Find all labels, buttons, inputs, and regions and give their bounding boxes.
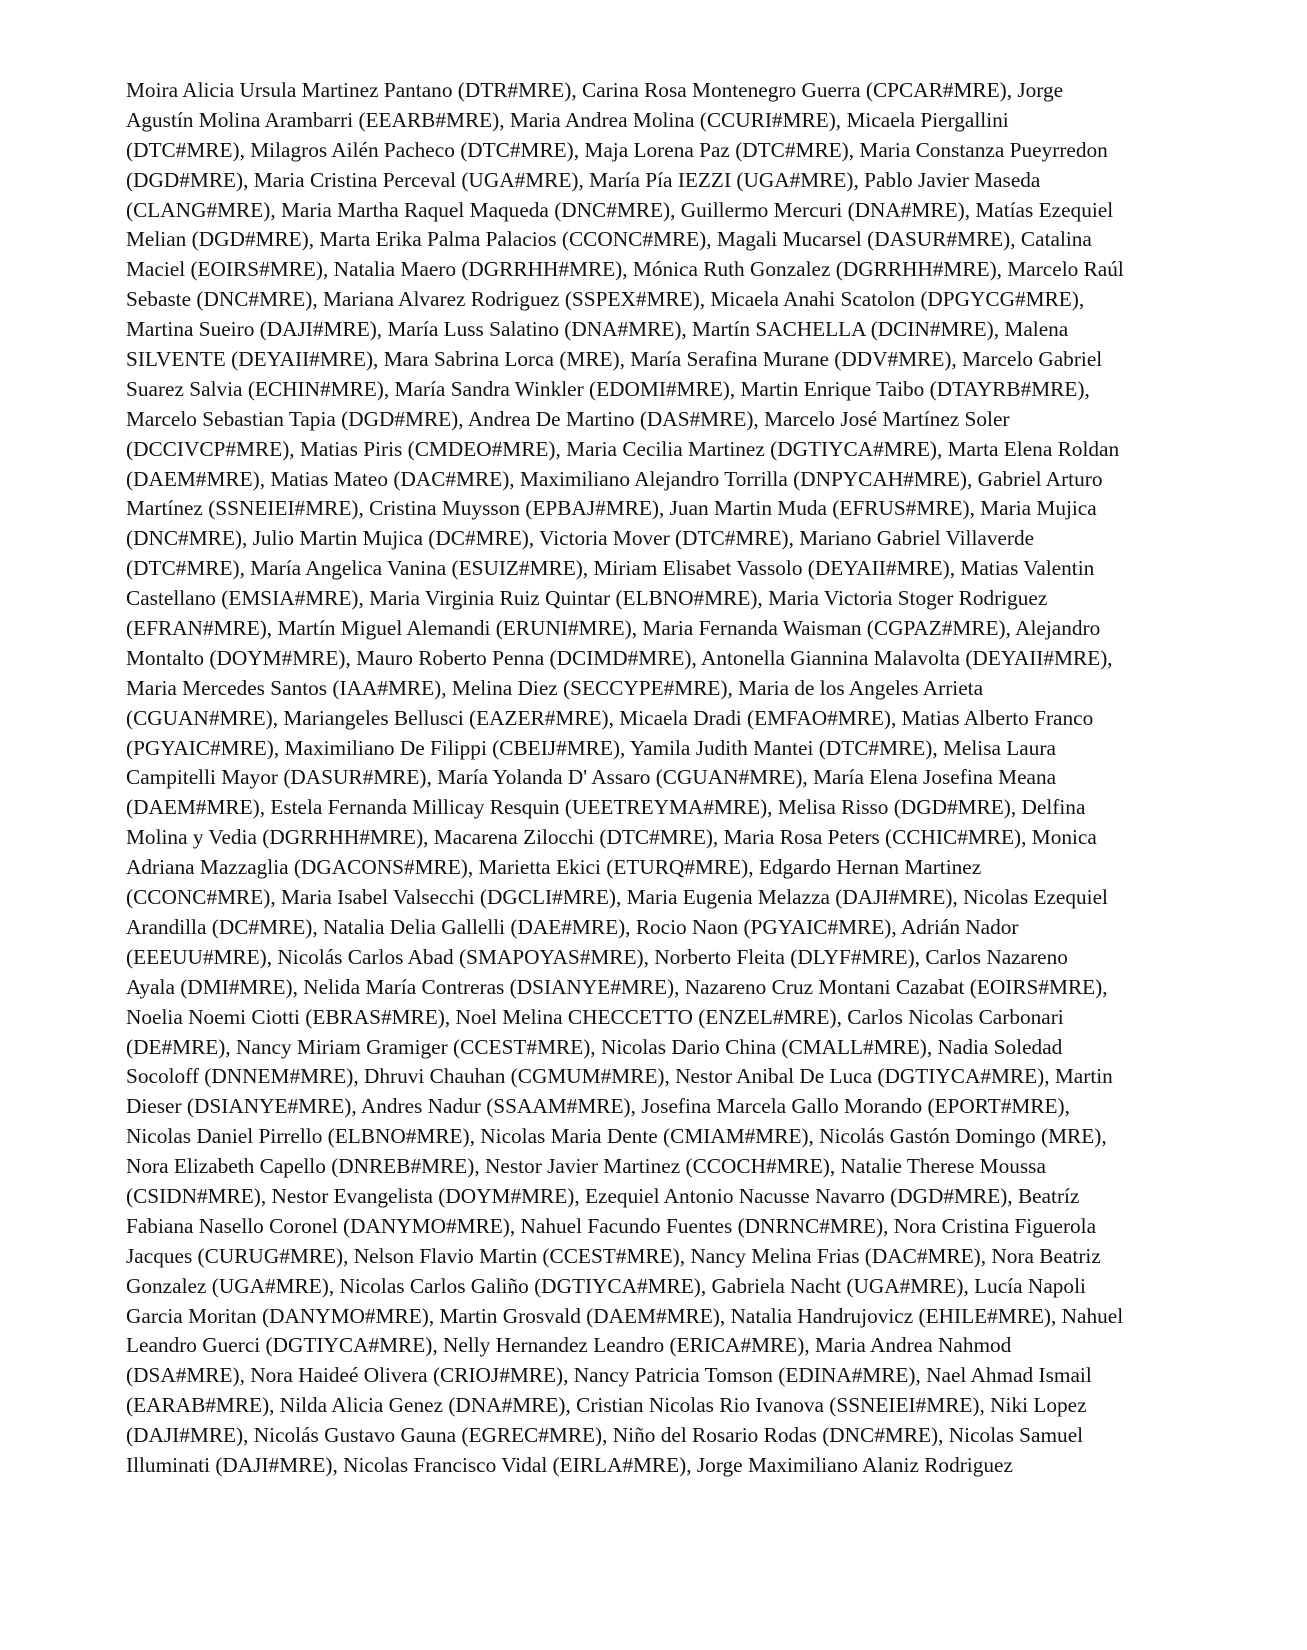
text-line: (CGUAN#MRE), Mariangeles Bellusci (EAZER#MRE), Micaela Dradi (EMFAO#MRE), Matias Alberto Franco — [126, 705, 1094, 730]
text-line: (DAEM#MRE), Estela Fernanda Millicay Resquin (UEETREYMA#MRE), Melisa Risso (DGD#MRE), Delfina — [126, 795, 1086, 820]
text-line: Socoloff (DNNEM#MRE), Dhruvi Chauhan (CGMUM#MRE), Nestor Anibal De Luca (DGTIYCA#MRE), Martin — [126, 1064, 1113, 1089]
text-line: Adriana Mazzaglia (DGACONS#MRE), Marietta Ekici (ETURQ#MRE), Edgardo Hernan Martinez — [126, 855, 982, 880]
text-line: Nicolas Daniel Pirrello (ELBNO#MRE), Nicolas Maria Dente (CMIAM#MRE), Nicolás Gastón Domingo (MRE), — [126, 1124, 1107, 1149]
text-line: Maria Mercedes Santos (IAA#MRE), Melina Diez (SECCYPE#MRE), Maria de los Angeles Arrieta — [126, 675, 984, 700]
text-line: Campitelli Mayor (DASUR#MRE), María Yolanda D' Assaro (CGUAN#MRE), María Elena Josefina Meana — [126, 765, 1057, 790]
text-line: Fabiana Nasello Coronel (DANYMO#MRE), Nahuel Facundo Fuentes (DNRNC#MRE), Nora Cristina Figuerola — [126, 1213, 1097, 1238]
text-line: Montalto (DOYM#MRE), Mauro Roberto Penna (DCIMD#MRE), Antonella Giannina Malavolta (DEYAII#MRE), — [126, 645, 1113, 670]
text-line: (DNC#MRE), Julio Martin Mujica (DC#MRE), Victoria Mover (DTC#MRE), Mariano Gabriel Villaverde — [126, 526, 1035, 551]
text-line: Sebaste (DNC#MRE), Mariana Alvarez Rodriguez (SSPEX#MRE), Micaela Anahi Scatolon (DPGYCG#MRE), — [126, 287, 1085, 312]
text-line: Garcia Moritan (DANYMO#MRE), Martin Grosvald (DAEM#MRE), Natalia Handrujovicz (EHILE#MRE), Nahuel — [126, 1303, 1124, 1328]
text-line: (DAEM#MRE), Matias Mateo (DAC#MRE), Maximiliano Alejandro Torrilla (DNPYCAH#MRE), Gabriel Arturo — [126, 466, 1103, 491]
text-line: (DE#MRE), Nancy Miriam Gramiger (CCEST#MRE), Nicolas Dario China (CMALL#MRE), Nadia Soledad — [126, 1034, 1063, 1059]
text-line: (DCCIVCP#MRE), Matias Piris (CMDEO#MRE), Maria Cecilia Martinez (DGTIYCA#MRE), Marta Elena Roldan — [126, 436, 1120, 461]
text-line: Ayala (DMI#MRE), Nelida María Contreras (DSIANYE#MRE), Nazareno Cruz Montani Cazabat (EOIRS#MRE), — [126, 974, 1108, 999]
text-line: Dieser (DSIANYE#MRE), Andres Nadur (SSAAM#MRE), Josefina Marcela Gallo Morando (EPORT#MRE), — [126, 1094, 1070, 1119]
text-line: (CLANG#MRE), Maria Martha Raquel Maqueda (DNC#MRE), Guillermo Mercuri (DNA#MRE), Matías Ezequiel — [126, 197, 1114, 222]
text-line: Marcelo Sebastian Tapia (DGD#MRE), Andrea De Martino (DAS#MRE), Marcelo José Martínez Soler — [126, 406, 1010, 431]
recipient-list-paragraph — [126, 76, 1226, 1481]
text-line: (DTC#MRE), Milagros Ailén Pacheco (DTC#MRE), Maja Lorena Paz (DTC#MRE), Maria Constanza Pueyrredon — [126, 137, 1108, 162]
text-line: Noelia Noemi Ciotti (EBRAS#MRE), Noel Melina CHECCETTO (ENZEL#MRE), Carlos Nicolas Carbonari — [126, 1004, 1064, 1029]
text-line: (EARAB#MRE), Nilda Alicia Genez (DNA#MRE), Cristian Nicolas Rio Ivanova (SSNEIEI#MRE), Niki Lopez — [126, 1393, 1087, 1418]
text-line: Leandro Guerci (DGTIYCA#MRE), Nelly Hernandez Leandro (ERICA#MRE), Maria Andrea Nahmod — [126, 1333, 1012, 1358]
text-line: (CSIDN#MRE), Nestor Evangelista (DOYM#MRE), Ezequiel Antonio Nacusse Navarro (DGD#MRE), Beatríz — [126, 1183, 1080, 1208]
text-line: Maciel (EOIRS#MRE), Natalia Maero (DGRRHH#MRE), Mónica Ruth Gonzalez (DGRRHH#MRE), Marcelo Raúl — [126, 257, 1124, 282]
text-line: (PGYAIC#MRE), Maximiliano De Filippi (CBEIJ#MRE), Yamila Judith Mantei (DTC#MRE), Melisa Laura — [126, 735, 1056, 760]
text-line: Melian (DGD#MRE), Marta Erika Palma Palacios (CCONC#MRE), Magali Mucarsel (DASUR#MRE), Catalina — [126, 227, 1092, 252]
text-line: Martina Sueiro (DAJI#MRE), María Luss Salatino (DNA#MRE), Martín SACHELLA (DCIN#MRE), Malena — [126, 317, 1069, 342]
text-line: Illuminati (DAJI#MRE), Nicolas Francisco Vidal (EIRLA#MRE), Jorge Maximiliano Alaniz Rodriguez — [126, 1452, 1013, 1477]
text-line: (DSA#MRE), Nora Haideé Olivera (CRIOJ#MRE), Nancy Patricia Tomson (EDINA#MRE), Nael Ahmad Ismail — [126, 1363, 1092, 1388]
text-line: Molina y Vedia (DGRRHH#MRE), Macarena Zilocchi (DTC#MRE), Maria Rosa Peters (CCHIC#MRE), Monica — [126, 825, 1097, 850]
text-line: Suarez Salvia (ECHIN#MRE), María Sandra Winkler (EDOMI#MRE), Martin Enrique Taibo (DTAYRB#MRE), — [126, 376, 1090, 401]
text-line: Agustín Molina Arambarri (EEARB#MRE), Maria Andrea Molina (CCURI#MRE), Micaela Piergallini — [126, 107, 1009, 132]
text-line: (DGD#MRE), Maria Cristina Perceval (UGA#MRE), María Pía IEZZI (UGA#MRE), Pablo Javier Maseda — [126, 167, 1041, 192]
text-line: (DAJI#MRE), Nicolás Gustavo Gauna (EGREC#MRE), Niño del Rosario Rodas (DNC#MRE), Nicolas Samuel — [126, 1423, 1084, 1448]
text-line: (EFRAN#MRE), Martín Miguel Alemandi (ERUNI#MRE), Maria Fernanda Waisman (CGPAZ#MRE), Alejandro — [126, 616, 1101, 641]
text-line: (CCONC#MRE), Maria Isabel Valsecchi (DGCLI#MRE), Maria Eugenia Melazza (DAJI#MRE), Nicolas Ezequiel — [126, 885, 1108, 910]
text-line: Arandilla (DC#MRE), Natalia Delia Gallelli (DAE#MRE), Rocio Naon (PGYAIC#MRE), Adrián Nador — [126, 914, 1019, 939]
text-line: Gonzalez (UGA#MRE), Nicolas Carlos Galiño (DGTIYCA#MRE), Gabriela Nacht (UGA#MRE), Lucía Napoli — [126, 1273, 1086, 1298]
text-line: Martínez (SSNEIEI#MRE), Cristina Muysson (EPBAJ#MRE), Juan Martin Muda (EFRUS#MRE), Maria Mujica — [126, 496, 1097, 521]
text-line: Castellano (EMSIA#MRE), Maria Virginia Ruiz Quintar (ELBNO#MRE), Maria Victoria Stoger Rodriguez — [126, 586, 1048, 611]
text-line: Moira Alicia Ursula Martinez Pantano (DTR#MRE), Carina Rosa Montenegro Guerra (CPCAR#MRE), Jorge — [126, 78, 1064, 102]
text-line: Nora Elizabeth Capello (DNREB#MRE), Nestor Javier Martinez (CCOCH#MRE), Natalie Therese Moussa — [126, 1154, 1046, 1179]
text-line: Jacques (CURUG#MRE), Nelson Flavio Martin (CCEST#MRE), Nancy Melina Frias (DAC#MRE), Nora Beatriz — [126, 1243, 1101, 1268]
text-line: (DTC#MRE), María Angelica Vanina (ESUIZ#MRE), Miriam Elisabet Vassolo (DEYAII#MRE), Matias Valentin — [126, 556, 1095, 581]
text-line: (EEEUU#MRE), Nicolás Carlos Abad (SMAPOYAS#MRE), Norberto Fleita (DLYF#MRE), Carlos Nazareno — [126, 944, 1068, 969]
text-line: SILVENTE (DEYAII#MRE), Mara Sabrina Lorca (MRE), María Serafina Murane (DDV#MRE), Marcelo Gabriel — [126, 347, 1103, 372]
